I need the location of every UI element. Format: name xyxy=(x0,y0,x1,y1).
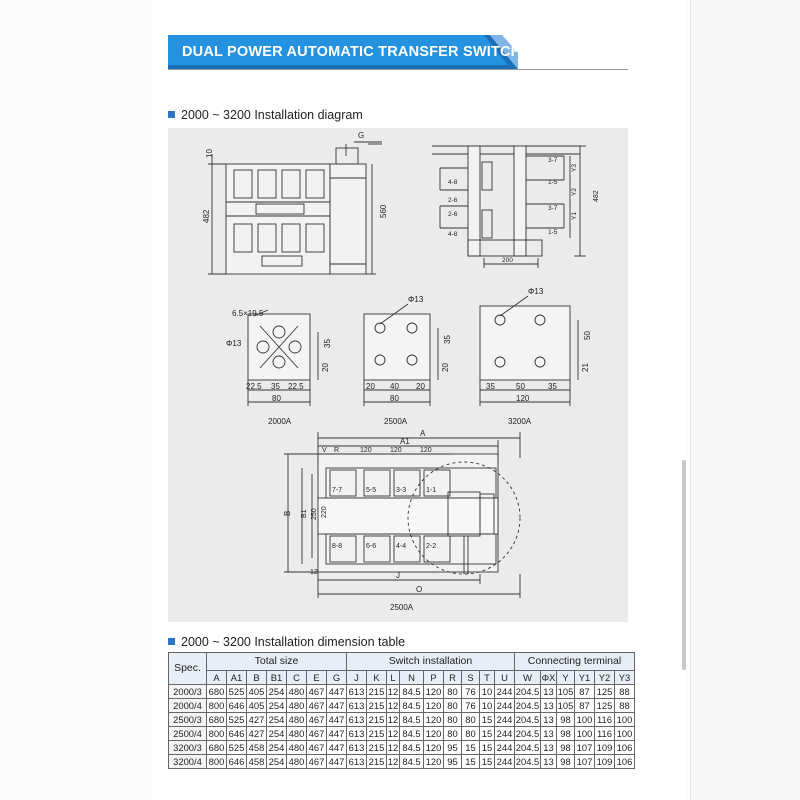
column-header: T xyxy=(480,671,495,685)
side-panel xyxy=(690,0,800,800)
side-label-2-6-bottom: 2-6 xyxy=(448,211,458,218)
table-cell: 10 xyxy=(480,699,495,713)
side-label-2-6-top: 2-6 xyxy=(448,197,458,204)
table-cell: 613 xyxy=(347,741,367,755)
table-cell: 95 xyxy=(444,755,462,769)
table-cell: 84.5 xyxy=(400,685,424,699)
table-cell: 15 xyxy=(480,727,495,741)
title-divider xyxy=(168,69,628,70)
spec-cell: 2500/3 xyxy=(169,713,207,727)
table-cell: 12 xyxy=(387,700,399,711)
table-cell: 95 xyxy=(444,741,462,755)
main-dim-v-label: V xyxy=(322,447,327,454)
main-pole-8-8: 8-8 xyxy=(332,543,343,550)
table-cell: 105 xyxy=(557,700,574,711)
side-label-3-7-top: 3-7 xyxy=(548,157,558,164)
column-header: A1 xyxy=(227,671,247,685)
table-cell: 204.5 xyxy=(515,742,540,753)
dim-10-label: 10 xyxy=(205,149,214,158)
bar-2000-d35-label: 35 xyxy=(323,339,332,348)
table-cell: 120 xyxy=(424,713,444,727)
table-cell: 98 xyxy=(557,741,575,755)
table-cell: 646 xyxy=(227,727,247,741)
table-cell: 613 xyxy=(347,685,367,699)
table-cell: 100 xyxy=(575,727,595,741)
table-cell: 480 xyxy=(287,741,307,755)
bar-2500-d20a-label: 20 xyxy=(366,382,375,391)
group-header-total-size: Total size xyxy=(207,653,347,671)
table-cell: 613 xyxy=(347,713,367,727)
scrollbar-thumb[interactable] xyxy=(682,460,686,670)
table-cell: 12 xyxy=(387,742,399,753)
section-heading-table xyxy=(168,635,405,649)
main-pole-5-5: 5-5 xyxy=(366,487,377,494)
bar-3200-d35a-label: 35 xyxy=(486,382,495,391)
column-header: N xyxy=(400,671,424,685)
main-pole-1-1: 1-1 xyxy=(426,487,437,494)
main-dim-220-label: 220 xyxy=(321,506,328,518)
table-cell: 254 xyxy=(267,755,287,769)
table-cell: 13 xyxy=(541,727,557,741)
column-header: B xyxy=(247,671,267,685)
table-cell: 120 xyxy=(424,699,444,713)
table-cell: 447 xyxy=(327,713,347,727)
column-header: L xyxy=(387,671,400,685)
table-cell: 467 xyxy=(307,727,327,741)
main-dim-12-label: 12 xyxy=(310,569,318,576)
main-pole-4-4: 4-4 xyxy=(396,543,407,550)
spec-cell: 3200/3 xyxy=(169,741,207,755)
table-cell: 105 xyxy=(557,686,574,697)
table-cell: 107 xyxy=(575,741,595,755)
main-plan-view-drawing xyxy=(284,432,520,598)
side-label-y1: Y1 xyxy=(571,212,578,220)
table-body xyxy=(169,685,635,769)
table-cell: 480 xyxy=(287,713,307,727)
table-cell: 88 xyxy=(615,699,635,713)
main-dim-j-label: J xyxy=(396,571,400,580)
table-cell: 204.5 xyxy=(515,728,540,739)
table-cell: 12 xyxy=(387,756,399,767)
table-cell: 447 xyxy=(327,741,347,755)
table-cell: 15 xyxy=(462,741,480,755)
dimension-table xyxy=(168,652,635,769)
main-dim-a-label: A xyxy=(420,429,426,438)
table-cell: 405 xyxy=(247,699,267,713)
bar-3200-caption: 3200A xyxy=(508,417,532,426)
table-cell: 215 xyxy=(367,741,387,755)
column-header: J xyxy=(347,671,367,685)
table-cell: 467 xyxy=(307,713,327,727)
table-cell: 80 xyxy=(444,727,462,741)
table-cell: 215 xyxy=(367,699,387,713)
bar-2500-d40-label: 40 xyxy=(390,382,399,391)
column-header: Y2 xyxy=(595,671,615,685)
table-cell: 88 xyxy=(615,685,635,699)
table-cell: 467 xyxy=(307,755,327,769)
table-cell: 98 xyxy=(557,713,575,727)
column-header: U xyxy=(495,671,515,685)
table-cell: 109 xyxy=(595,755,615,769)
table-cell: 467 xyxy=(307,685,327,699)
table-cell: 120 xyxy=(424,741,444,755)
table-cell: 80 xyxy=(462,727,480,741)
table-cell: 800 xyxy=(207,755,227,769)
spec-cell: 2000/3 xyxy=(169,685,207,699)
table-cell: 106 xyxy=(615,755,635,769)
table-cell: 109 xyxy=(595,741,615,755)
table-cell: 480 xyxy=(287,755,307,769)
table-cell: 254 xyxy=(267,699,287,713)
table-cell: 613 xyxy=(347,727,367,741)
spec-header: Spec. xyxy=(169,653,207,685)
dim-560-label: 560 xyxy=(379,204,388,218)
bar-2000-slot-label: 6.5×19.5 xyxy=(232,309,264,318)
bar-3200-d21-label: 21 xyxy=(581,363,590,372)
table-cell: 87 xyxy=(575,699,595,713)
main-dim-a1-label: A1 xyxy=(400,437,410,446)
table-cell: 525 xyxy=(227,741,247,755)
table-row xyxy=(169,699,635,713)
table-column-header-row xyxy=(169,671,635,685)
table-cell: 116 xyxy=(595,727,615,741)
table-cell: 15 xyxy=(462,755,480,769)
table-cell: 204.5 xyxy=(515,700,540,711)
spec-cell: 2000/4 xyxy=(169,699,207,713)
table-cell: 680 xyxy=(207,685,227,699)
spec-cell: 3200/4 xyxy=(169,755,207,769)
table-cell: 800 xyxy=(207,699,227,713)
front-view-drawing xyxy=(208,142,382,274)
table-cell: 80 xyxy=(444,699,462,713)
column-header: W xyxy=(515,671,541,685)
dim-482-left-label: 482 xyxy=(202,209,211,223)
dim-g-label: G xyxy=(358,131,365,140)
table-cell: 254 xyxy=(267,741,287,755)
column-header: R xyxy=(444,671,462,685)
table-cell: 680 xyxy=(207,713,227,727)
table-cell: 646 xyxy=(227,699,247,713)
table-row xyxy=(169,741,635,755)
group-header-connecting-terminal: Connecting terminal xyxy=(515,653,635,671)
column-header: ΦX xyxy=(541,672,556,683)
table-cell: 15 xyxy=(480,741,495,755)
table-cell: 13 xyxy=(541,755,557,769)
table-cell: 525 xyxy=(227,713,247,727)
side-label-200: 200 xyxy=(502,257,513,264)
table-cell: 215 xyxy=(367,727,387,741)
busbar-2500a-drawing xyxy=(364,304,438,406)
table-cell: 467 xyxy=(307,699,327,713)
table-cell: 244 xyxy=(495,727,515,741)
side-label-y2: Y2 xyxy=(571,188,578,196)
page-title: DUAL POWER AUTOMATIC TRANSFER SWITCH xyxy=(182,44,522,60)
table-cell: 480 xyxy=(287,699,307,713)
group-header-switch-installation: Switch installation xyxy=(347,653,515,671)
side-label-1-5-bottom: 1-5 xyxy=(548,229,558,236)
column-header: K xyxy=(367,671,387,685)
table-cell: 80 xyxy=(462,713,480,727)
installation-diagram xyxy=(168,128,628,622)
column-header: A xyxy=(207,671,227,685)
table-cell: 204.5 xyxy=(515,756,540,767)
main-pole-7-7: 7-7 xyxy=(332,487,343,494)
table-cell: 13 xyxy=(541,699,557,713)
bar-2500-d20-label: 20 xyxy=(441,363,450,372)
table-cell: 244 xyxy=(495,685,515,699)
table-cell: 244 xyxy=(495,699,515,713)
table-group-header-row xyxy=(169,653,635,671)
table-row xyxy=(169,727,635,741)
main-dim-r-label: R xyxy=(334,447,340,454)
column-header: E xyxy=(307,671,327,685)
table-cell: 100 xyxy=(615,713,635,727)
bar-2500-hole-label: Φ13 xyxy=(408,295,424,304)
table-cell: 613 xyxy=(347,755,367,769)
main-pole-6-6: 6-6 xyxy=(366,543,377,550)
table-cell: 458 xyxy=(247,741,267,755)
table-cell: 427 xyxy=(247,713,267,727)
main-caption: 2500A xyxy=(390,603,414,612)
table-cell: 254 xyxy=(267,727,287,741)
table-cell: 13 xyxy=(541,713,557,727)
table-cell: 84.5 xyxy=(400,741,424,755)
table-cell: 80 xyxy=(444,685,462,699)
table-cell: 84.5 xyxy=(400,699,424,713)
main-dim-120c-label: 120 xyxy=(420,447,432,454)
table-cell: 80 xyxy=(444,713,462,727)
side-label-y3: Y3 xyxy=(571,164,578,172)
bar-2000-width-label: 80 xyxy=(272,394,281,403)
table-cell: 480 xyxy=(287,727,307,741)
table-cell: 525 xyxy=(227,685,247,699)
table-cell: 120 xyxy=(424,755,444,769)
bullet-square-icon xyxy=(168,111,175,118)
side-label-3-7-bottom: 3-7 xyxy=(548,205,558,212)
table-cell: 680 xyxy=(207,741,227,755)
table-cell: 98 xyxy=(557,755,575,769)
table-row xyxy=(169,685,635,699)
table-cell: 12 xyxy=(387,714,399,725)
table-cell: 116 xyxy=(595,713,615,727)
table-cell: 427 xyxy=(247,727,267,741)
bar-2000-d35b-label: 35 xyxy=(271,382,280,391)
table-cell: 480 xyxy=(287,685,307,699)
bar-2000-d22b-label: 22.5 xyxy=(288,382,304,391)
table-row xyxy=(169,713,635,727)
bar-3200-hole-label: Φ13 xyxy=(528,287,544,296)
table-cell: 10 xyxy=(480,685,495,699)
table-cell: 12 xyxy=(387,728,399,739)
table-cell: 204.5 xyxy=(515,686,540,697)
table-cell: 106 xyxy=(615,741,635,755)
section-heading-table-label: 2000 ~ 3200 Installation dimension table xyxy=(181,635,406,649)
table-cell: 458 xyxy=(247,755,267,769)
table-cell: 84.5 xyxy=(400,727,424,741)
main-dim-120a-label: 120 xyxy=(360,447,372,454)
bullet-square-icon xyxy=(168,638,175,645)
side-label-4-8-top: 4-8 xyxy=(448,179,458,186)
main-dim-b-label: B xyxy=(283,510,292,516)
bar-3200-d35b-label: 35 xyxy=(548,382,557,391)
column-header: Y3 xyxy=(615,671,635,685)
main-dim-o-label: O xyxy=(416,585,423,594)
table-cell: 125 xyxy=(595,685,615,699)
table-cell: 215 xyxy=(367,755,387,769)
table-cell: 120 xyxy=(424,685,444,699)
table-cell: 13 xyxy=(541,685,557,699)
column-header: P xyxy=(424,671,444,685)
table-cell: 12 xyxy=(387,686,399,697)
column-header: Y xyxy=(557,671,575,685)
main-pole-2-2: 2-2 xyxy=(426,543,437,550)
table-cell: 405 xyxy=(247,685,267,699)
table-cell: 13 xyxy=(541,741,557,755)
table-cell: 800 xyxy=(207,727,227,741)
main-dim-120b-label: 120 xyxy=(390,447,402,454)
bar-3200-width-label: 120 xyxy=(516,394,530,403)
table-cell: 100 xyxy=(615,727,635,741)
table-cell: 447 xyxy=(327,727,347,741)
table-cell: 244 xyxy=(495,741,515,755)
side-view-drawing xyxy=(432,146,586,268)
column-header: S xyxy=(462,671,480,685)
table-cell: 125 xyxy=(595,699,615,713)
main-dim-b1-label: B1 xyxy=(301,509,308,518)
table-cell: 646 xyxy=(227,755,247,769)
bar-2000-caption: 2000A xyxy=(268,417,292,426)
bar-2000-hole-label: Φ13 xyxy=(226,339,242,348)
bar-2000-d22a-label: 22.5 xyxy=(246,382,262,391)
main-dim-250-label: 250 xyxy=(311,508,318,520)
column-header: C xyxy=(287,671,307,685)
table-row xyxy=(169,755,635,769)
column-header: Y1 xyxy=(575,671,595,685)
table-cell: 254 xyxy=(267,685,287,699)
section-heading-diagram-label: 2000 ~ 3200 Installation diagram xyxy=(181,108,363,122)
bar-2500-width-label: 80 xyxy=(390,394,399,403)
table-cell: 76 xyxy=(462,699,480,713)
installation-diagram-panel xyxy=(168,128,628,622)
table-cell: 98 xyxy=(557,727,575,741)
bar-2500-d35-label: 35 xyxy=(443,335,452,344)
bar-2500-caption: 2500A xyxy=(384,417,408,426)
table-cell: 76 xyxy=(462,685,480,699)
table-cell: 244 xyxy=(495,713,515,727)
column-header: G xyxy=(327,671,347,685)
table-cell: 244 xyxy=(495,755,515,769)
table-cell: 254 xyxy=(267,713,287,727)
table-cell: 467 xyxy=(307,741,327,755)
table-cell: 107 xyxy=(575,755,595,769)
bar-2500-d20b-label: 20 xyxy=(416,382,425,391)
table-cell: 84.5 xyxy=(400,713,424,727)
bar-3200-d50-label: 50 xyxy=(516,382,525,391)
side-label-1-5-top: 1-5 xyxy=(548,179,558,186)
side-label-482: 482 xyxy=(593,190,600,202)
table-cell: 447 xyxy=(327,685,347,699)
table-cell: 447 xyxy=(327,699,347,713)
bar-3200-d50v-label: 50 xyxy=(583,331,592,340)
bar-2000-d20-label: 20 xyxy=(321,363,330,372)
section-heading-diagram xyxy=(168,108,363,122)
table-cell: 15 xyxy=(480,755,495,769)
main-pole-3-3: 3-3 xyxy=(396,487,407,494)
busbar-2000a-drawing xyxy=(248,310,318,406)
table-cell: 447 xyxy=(327,755,347,769)
table-cell: 120 xyxy=(424,727,444,741)
table-cell: 215 xyxy=(367,685,387,699)
table-cell: 87 xyxy=(575,685,595,699)
title-banner xyxy=(168,35,522,69)
table-cell: 613 xyxy=(347,699,367,713)
side-label-4-8-bottom: 4-8 xyxy=(448,231,458,238)
spec-cell: 2500/4 xyxy=(169,727,207,741)
table-cell: 15 xyxy=(480,713,495,727)
column-header: B1 xyxy=(267,671,287,685)
table-cell: 84.5 xyxy=(400,755,424,769)
table-cell: 215 xyxy=(367,713,387,727)
table-cell: 204.5 xyxy=(515,714,540,725)
table-cell: 100 xyxy=(575,713,595,727)
